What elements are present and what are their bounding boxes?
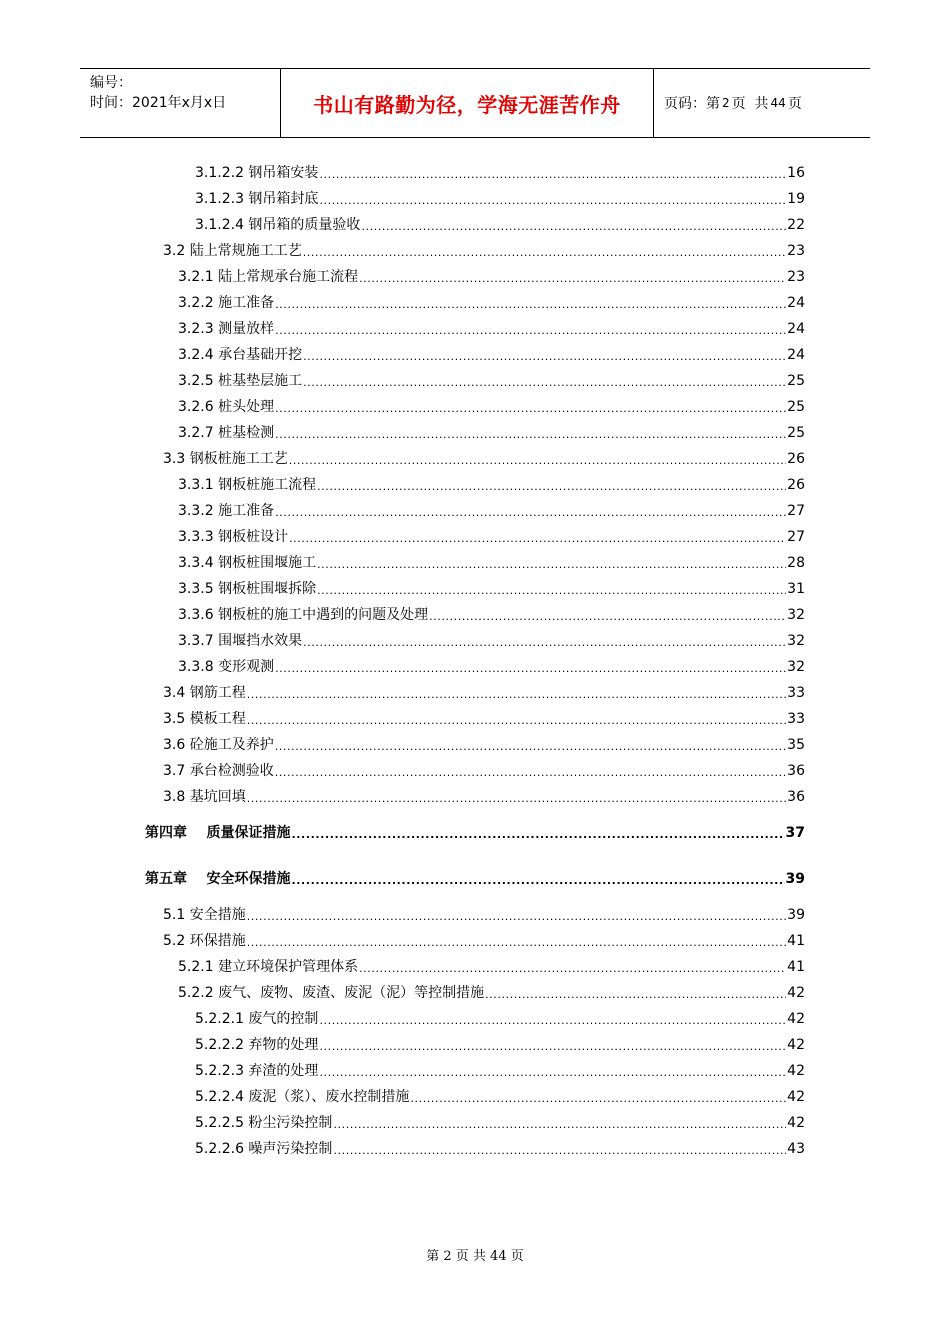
toc-entry[interactable] <box>178 552 805 574</box>
toc-leader-dots <box>359 960 786 978</box>
toc-entry[interactable] <box>195 188 805 210</box>
toc-entry-title: 5.2.1 建立环境保护管理体系 <box>178 959 359 975</box>
toc-entry-page: 27 <box>787 529 805 545</box>
toc-entry-title: 5.2.2.4 废泥（浆）、废水控制措施 <box>195 1089 410 1105</box>
motto: 书山有路勤为径，学海无涯苦作舟 <box>313 92 621 117</box>
toc-leader-dots <box>275 400 786 418</box>
toc-entry[interactable] <box>163 448 805 470</box>
toc-entry-page: 26 <box>787 477 805 493</box>
toc-entry-page: 39 <box>787 907 805 923</box>
toc-entry[interactable] <box>195 214 805 236</box>
toc-leader-dots <box>292 872 785 890</box>
toc-entry-page: 36 <box>787 763 805 779</box>
toc-entry-page: 32 <box>787 633 805 649</box>
toc-entry-title: 3.2.5 桩基垫层施工 <box>178 373 303 389</box>
toc-entry[interactable] <box>195 1008 805 1030</box>
toc-entry[interactable] <box>178 370 805 392</box>
toc-entry-title: 3.2.4 承台基础开挖 <box>178 347 303 363</box>
toc-entry[interactable] <box>163 930 805 952</box>
toc-leader-dots <box>247 934 786 952</box>
page-footer: 第 2 页 共 44 页 <box>426 1249 524 1264</box>
toc-leader-dots <box>303 244 786 262</box>
page-total: 44 <box>770 96 786 110</box>
toc-entry-title: 3.1.2.2 钢吊箱安装 <box>195 165 319 181</box>
toc-entry-title: 3.2 陆上常规施工工艺 <box>163 243 302 259</box>
toc-leader-dots <box>485 986 786 1004</box>
toc-entry-page: 35 <box>787 737 805 753</box>
toc-leader-dots <box>319 192 786 210</box>
toc-entry-page: 32 <box>787 659 805 675</box>
toc-leader-dots <box>275 322 786 340</box>
toc-entry-title: 5.2.2.2 弃物的处理 <box>195 1037 319 1053</box>
toc-entry[interactable] <box>145 868 805 890</box>
toc-entry-page: 33 <box>787 685 805 701</box>
toc-entry-title: 3.3.1 钢板桩施工流程 <box>178 477 317 493</box>
toc-entry-title: 5.2.2 废气、废物、废渣、废泥（泥）等控制措施 <box>178 985 485 1001</box>
toc-leader-dots <box>319 166 786 184</box>
toc-entry[interactable] <box>163 760 805 782</box>
time-label: 时间：2021年x月x日 <box>90 95 227 111</box>
toc-entry-page: 41 <box>787 933 805 949</box>
page-header <box>80 68 870 138</box>
toc-entry-title: 3.3 钢板桩施工工艺 <box>163 451 288 467</box>
toc-entry-page: 28 <box>787 555 805 571</box>
toc-leader-dots <box>275 660 786 678</box>
toc-entry-page: 25 <box>787 399 805 415</box>
toc-entry[interactable] <box>163 786 805 808</box>
toc-entry-page: 42 <box>787 1011 805 1027</box>
toc-leader-dots <box>247 790 786 808</box>
toc-entry[interactable] <box>195 1086 805 1108</box>
toc-entry-page: 26 <box>787 451 805 467</box>
toc-entry-title: 3.8 基坑回填 <box>163 789 246 805</box>
toc-entry[interactable] <box>178 630 805 652</box>
toc-entry-title: 3.2.3 测量放样 <box>178 321 275 337</box>
toc-entry-title: 3.3.6 钢板桩的施工中遇到的问题及处理 <box>178 607 429 623</box>
toc-entry-title: 3.1.2.4 钢吊箱的质量验收 <box>195 217 361 233</box>
toc-entry[interactable] <box>163 734 805 756</box>
header-page-info <box>654 69 870 137</box>
toc-leader-dots <box>410 1090 786 1108</box>
toc-entry-title: 3.2.2 施工准备 <box>178 295 275 311</box>
toc-entry[interactable] <box>178 396 805 418</box>
toc-leader-dots <box>317 582 786 600</box>
toc-leader-dots <box>359 270 786 288</box>
page-prefix: 页码：第 <box>664 96 720 112</box>
toc-entry-title: 3.5 模板工程 <box>163 711 246 727</box>
toc-entry-page: 27 <box>787 503 805 519</box>
toc-entry[interactable] <box>163 240 805 262</box>
toc-leader-dots <box>275 738 786 756</box>
toc-leader-dots <box>429 608 786 626</box>
toc-leader-dots <box>275 426 786 444</box>
toc-leader-dots <box>303 348 786 366</box>
header-motto-cell <box>281 69 654 137</box>
toc-leader-dots <box>247 712 786 730</box>
toc-entry-title: 5.2.2.3 弃渣的处理 <box>195 1063 319 1079</box>
toc-entry-title: 3.6 砼施工及养护 <box>163 737 274 753</box>
toc-entry-page: 23 <box>787 269 805 285</box>
toc-entry-page: 41 <box>787 959 805 975</box>
toc-entry-title: 5.2.2.5 粉尘污染控制 <box>195 1115 333 1131</box>
toc-entry-page: 24 <box>787 321 805 337</box>
toc-entry[interactable] <box>178 656 805 678</box>
toc-entry-page: 19 <box>787 191 805 207</box>
toc-leader-dots <box>247 686 786 704</box>
toc-entry-page: 42 <box>787 1037 805 1053</box>
toc-leader-dots <box>292 826 785 844</box>
number-label: 编号： <box>90 75 132 91</box>
toc-leader-dots <box>289 530 786 548</box>
toc-leader-dots <box>247 908 786 926</box>
toc-entry[interactable] <box>178 474 805 496</box>
toc-entry[interactable] <box>195 1060 805 1082</box>
toc-entry-page: 43 <box>787 1141 805 1157</box>
toc-entry-title: 3.3.5 钢板桩围堰拆除 <box>178 581 317 597</box>
toc-leader-dots <box>275 504 786 522</box>
toc-entry-title: 第五章 安全环保措施 <box>145 871 291 887</box>
toc-entry-page: 32 <box>787 607 805 623</box>
toc-entry[interactable] <box>178 266 805 288</box>
toc-entry-title: 3.2.7 桩基检测 <box>178 425 275 441</box>
toc-leader-dots <box>319 1038 786 1056</box>
toc-entry-title: 3.3.4 钢板桩围堰施工 <box>178 555 317 571</box>
toc-entry[interactable] <box>178 318 805 340</box>
toc-entry-page: 23 <box>787 243 805 259</box>
toc-entry-page: 37 <box>785 825 805 841</box>
toc-entry[interactable] <box>195 1138 805 1160</box>
toc-entry-page: 16 <box>787 165 805 181</box>
header-info <box>80 69 281 137</box>
toc-leader-dots <box>275 764 786 782</box>
toc-entry[interactable] <box>195 1034 805 1056</box>
toc-entry-title: 3.3.2 施工准备 <box>178 503 275 519</box>
toc-entry-page: 42 <box>787 1063 805 1079</box>
toc-entry-title: 3.4 钢筋工程 <box>163 685 246 701</box>
toc-entry[interactable] <box>178 344 805 366</box>
toc-entry-page: 25 <box>787 425 805 441</box>
toc-leader-dots <box>289 452 786 470</box>
toc-entry-page: 36 <box>787 789 805 805</box>
toc-leader-dots <box>275 296 786 314</box>
toc-entry-page: 42 <box>787 985 805 1001</box>
toc-entry-title: 3.3.3 钢板桩设计 <box>178 529 289 545</box>
toc-entry[interactable] <box>163 682 805 704</box>
toc-entry-title: 5.1 安全措施 <box>163 907 246 923</box>
toc-entry[interactable] <box>178 292 805 314</box>
toc-leader-dots <box>319 1012 786 1030</box>
toc-entry[interactable] <box>195 162 805 184</box>
toc-entry[interactable] <box>195 1112 805 1134</box>
toc-entry[interactable] <box>145 822 805 844</box>
toc-entry-page: 42 <box>787 1115 805 1131</box>
toc-entry[interactable] <box>178 982 805 1004</box>
toc-entry-page: 25 <box>787 373 805 389</box>
page-suffix: 页 <box>787 96 802 112</box>
toc-entry-page: 31 <box>787 581 805 597</box>
toc-entry[interactable] <box>178 578 805 600</box>
page-mid: 页 共 <box>731 96 769 112</box>
toc-entry-title: 5.2.2.6 噪声污染控制 <box>195 1141 333 1157</box>
toc-entry-page: 39 <box>785 871 805 887</box>
toc-entry[interactable] <box>163 904 805 926</box>
toc-leader-dots <box>333 1142 786 1160</box>
toc-leader-dots <box>319 1064 786 1082</box>
toc-entry-title: 5.2.2.1 废气的控制 <box>195 1011 319 1027</box>
toc-leader-dots <box>303 374 786 392</box>
toc-leader-dots <box>303 634 786 652</box>
toc-entry-title: 3.7 承台检测验收 <box>163 763 274 779</box>
toc-entry-title: 第四章 质量保证措施 <box>145 825 291 841</box>
toc-entry-title: 3.1.2.3 钢吊箱封底 <box>195 191 319 207</box>
toc-entry-title: 3.3.7 围堰挡水效果 <box>178 633 303 649</box>
toc-entry-title: 3.2.6 桩头处理 <box>178 399 275 415</box>
toc-entry[interactable] <box>178 526 805 548</box>
toc-entry-page: 24 <box>787 295 805 311</box>
toc-entry-title: 3.3.8 变形观测 <box>178 659 275 675</box>
toc-entry-title: 3.2.1 陆上常规承台施工流程 <box>178 269 359 285</box>
toc-entry-title: 5.2 环保措施 <box>163 933 246 949</box>
toc-leader-dots <box>317 478 786 496</box>
toc-entry[interactable] <box>178 500 805 522</box>
toc-leader-dots <box>333 1116 786 1134</box>
toc-entry[interactable] <box>163 708 805 730</box>
toc-entry[interactable] <box>178 604 805 626</box>
toc-entry-page: 24 <box>787 347 805 363</box>
page-number: 2 <box>722 96 730 110</box>
toc-entry-page: 33 <box>787 711 805 727</box>
toc-entry-page: 22 <box>787 217 805 233</box>
toc-entry[interactable] <box>178 956 805 978</box>
toc-entry-page: 42 <box>787 1089 805 1105</box>
toc-leader-dots <box>361 218 786 236</box>
toc-leader-dots <box>317 556 786 574</box>
toc-entry[interactable] <box>178 422 805 444</box>
